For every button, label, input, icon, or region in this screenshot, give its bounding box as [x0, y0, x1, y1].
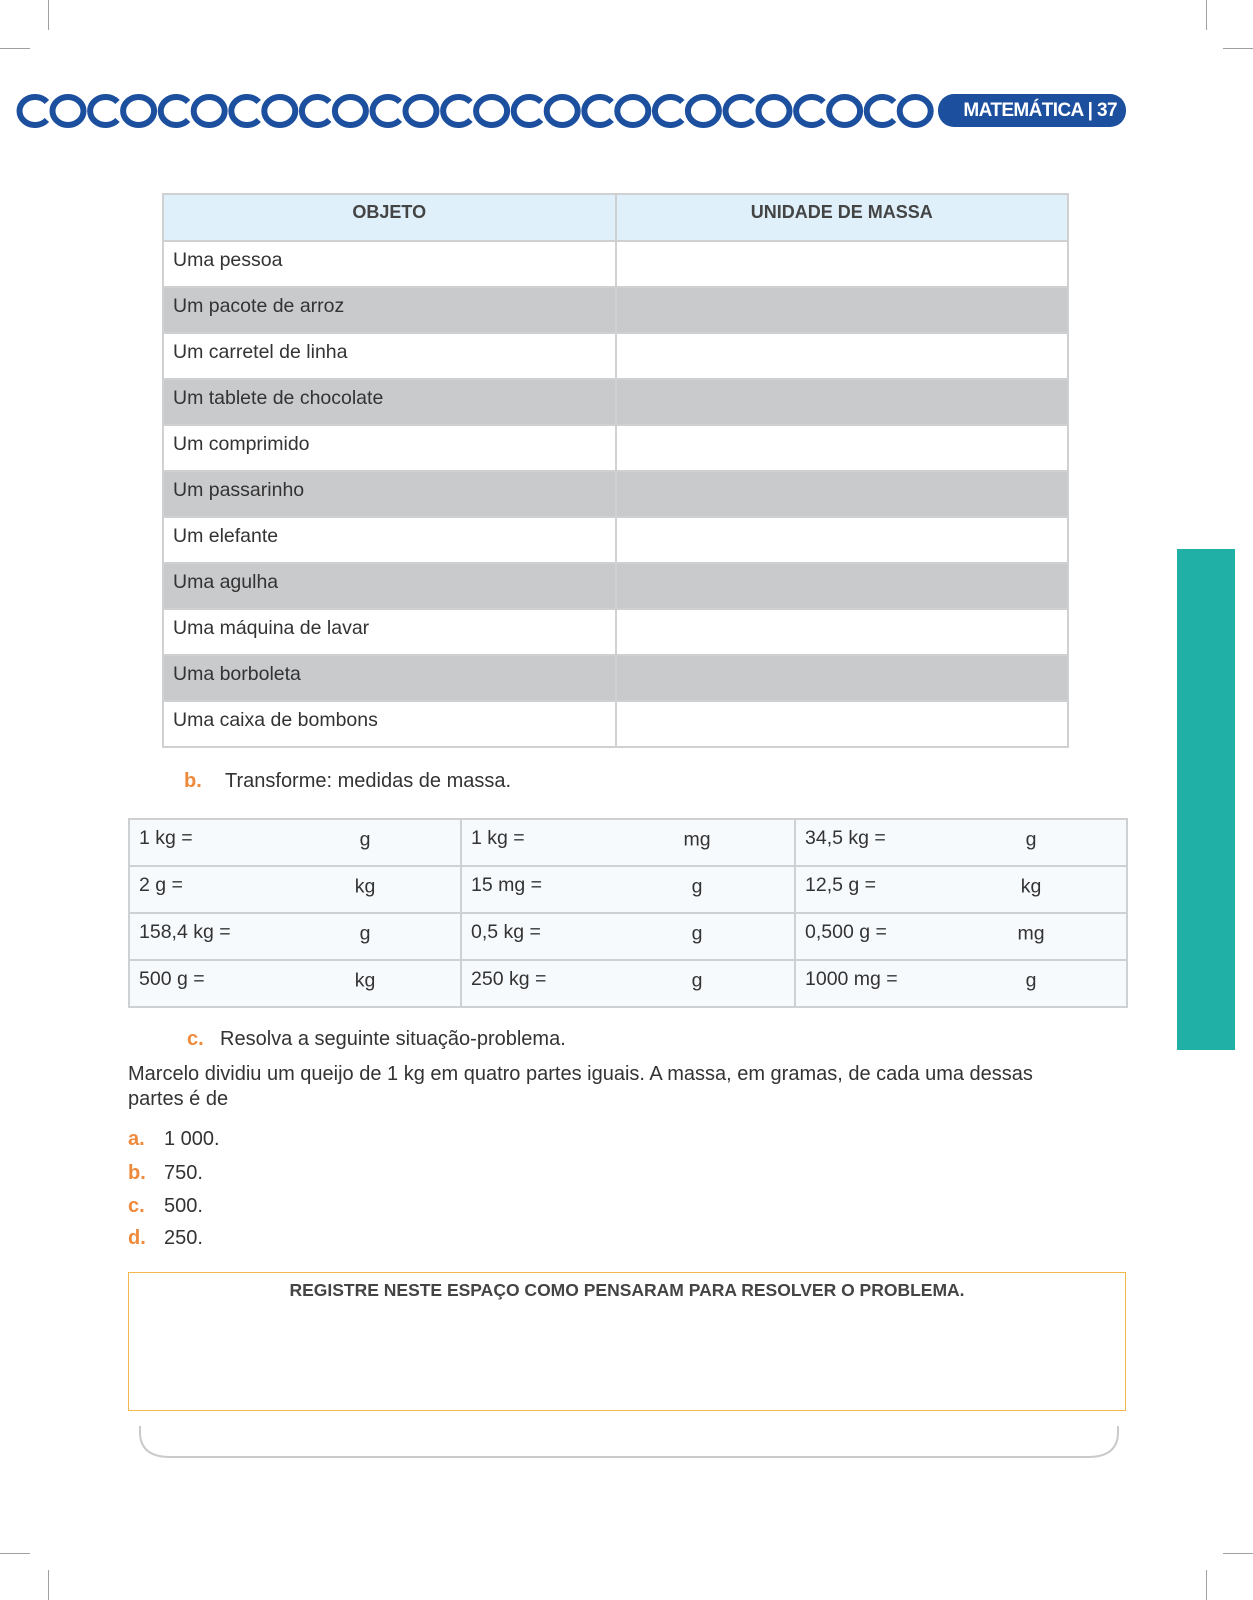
chain-link: [655, 97, 719, 125]
chain-c-shape: [161, 97, 188, 125]
section-text: Transforme: medidas de massa.: [225, 770, 512, 792]
conversion-expression: 1 kg =: [471, 827, 525, 849]
bottom-bracket-decoration: [0, 1420, 1253, 1465]
mass-unit-answer-cell: [616, 609, 1069, 655]
chain-o-shape: [476, 97, 507, 125]
conversion-expression: 1 kg =: [139, 827, 193, 849]
target-unit: g: [691, 922, 703, 945]
crop-mark: [0, 48, 30, 49]
target-unit: kg: [354, 875, 376, 898]
table-row: [163, 655, 1068, 701]
column-header-objeto: OBJETO: [163, 194, 616, 241]
conversion-expression: 2 g =: [139, 874, 183, 896]
conversion-expression: 1000 mg =: [805, 968, 898, 990]
chain-o-shape: [617, 97, 648, 125]
answer-option: [128, 1195, 203, 1218]
chain-c-shape: [90, 97, 117, 125]
answer-option: [128, 1162, 203, 1185]
subject-page-badge: MATEMÁTICA | 37: [938, 94, 1126, 127]
chain-link: [90, 97, 154, 125]
object-cell: Uma caixa de bombons: [163, 701, 616, 747]
conversion-expression: 12,5 g =: [805, 874, 877, 896]
option-text: 250.: [164, 1227, 203, 1249]
chain-link: [161, 97, 225, 125]
object-cell: Um elefante: [163, 517, 616, 563]
chain-o-shape: [406, 97, 437, 125]
object-cell: Um comprimido: [163, 425, 616, 471]
chain-c-shape: [443, 97, 470, 125]
option-letter: b.: [128, 1162, 146, 1184]
chain-c-shape: [20, 97, 47, 125]
section-letter: b.: [184, 770, 202, 792]
mass-unit-table: [162, 193, 1069, 748]
section-c-heading: [187, 1028, 566, 1051]
option-text: 750.: [164, 1162, 203, 1184]
chain-o-shape: [547, 97, 578, 125]
conversion-cell: [795, 819, 1127, 866]
chain-o-shape: [123, 97, 154, 125]
chain-link: [302, 97, 366, 125]
target-unit: kg: [1020, 875, 1042, 898]
problem-statement: Marcelo dividiu um queijo de 1 kg em quatro partes iguais. A massa, em gramas, de cada uma dessas partes é de: [128, 1063, 1033, 1110]
object-cell: Um tablete de chocolate: [163, 379, 616, 425]
mass-unit-answer-cell: [616, 517, 1069, 563]
chain-o-shape: [759, 97, 790, 125]
object-cell: Uma pessoa: [163, 241, 616, 287]
chain-c-shape: [302, 97, 329, 125]
chain-c-shape: [514, 97, 541, 125]
conversion-cell: [795, 913, 1127, 960]
conversion-table: [128, 818, 1128, 1008]
chain-o-shape: [335, 97, 366, 125]
target-unit: g: [359, 922, 371, 945]
bracket-line: [140, 1426, 1118, 1457]
chain-link: [373, 97, 437, 125]
conversion-cell: [461, 960, 795, 1007]
conversion-cell: [461, 866, 795, 913]
table-row: [163, 425, 1068, 471]
option-text: 500.: [164, 1195, 203, 1217]
target-unit: kg: [354, 969, 376, 992]
object-cell: Um pacote de arroz: [163, 287, 616, 333]
conversion-expression: 0,500 g =: [805, 921, 887, 943]
object-cell: Uma agulha: [163, 563, 616, 609]
chain-o-shape: [264, 97, 295, 125]
chain-link: [443, 97, 507, 125]
conversion-cell: [461, 819, 795, 866]
mass-unit-answer-cell: [616, 563, 1069, 609]
object-cell: Um carretel de linha: [163, 333, 616, 379]
target-unit: g: [1025, 828, 1037, 851]
chain-c-shape: [584, 97, 611, 125]
mass-unit-answer-cell: [616, 471, 1069, 517]
chain-link: [867, 97, 931, 125]
conversion-cell: [129, 866, 461, 913]
chain-c-shape: [867, 97, 894, 125]
conversion-expression: 34,5 kg =: [805, 827, 886, 849]
table-row: [163, 701, 1068, 747]
conversion-expression: 500 g =: [139, 968, 205, 990]
object-cell: Uma máquina de lavar: [163, 609, 616, 655]
table-row: [163, 241, 1068, 287]
conversion-expression: 250 kg =: [471, 968, 547, 990]
table-row: [163, 287, 1068, 333]
table-row: [163, 563, 1068, 609]
crop-mark: [1223, 48, 1253, 49]
chain-o-shape: [688, 97, 719, 125]
chain-c-shape: [726, 97, 753, 125]
conversion-expression: 0,5 kg =: [471, 921, 541, 943]
crop-mark: [1206, 1570, 1207, 1600]
answer-option: [128, 1227, 203, 1250]
target-unit: mg: [1017, 922, 1045, 945]
target-unit: g: [691, 969, 703, 992]
mass-unit-answer-cell: [616, 425, 1069, 471]
crop-mark: [1223, 1553, 1253, 1554]
section-letter: c.: [187, 1028, 204, 1050]
chain-c-shape: [796, 97, 823, 125]
option-letter: a.: [128, 1128, 145, 1150]
table-row: [129, 819, 1127, 866]
conversion-expression: 158,4 kg =: [139, 921, 231, 943]
column-header-unidade: UNIDADE DE MASSA: [616, 194, 1069, 241]
target-unit: mg: [683, 828, 711, 851]
table-row: [163, 333, 1068, 379]
table-row: [129, 913, 1127, 960]
chain-o-shape: [194, 97, 225, 125]
answer-option: [128, 1128, 220, 1151]
conversion-cell: [129, 960, 461, 1007]
mass-unit-answer-cell: [616, 701, 1069, 747]
answer-box-title: REGISTRE NESTE ESPAÇO COMO PENSARAM PARA RESOLVER O PROBLEMA.: [289, 1280, 965, 1300]
chain-link: [796, 97, 860, 125]
conversion-cell: [129, 913, 461, 960]
mass-unit-answer-cell: [616, 333, 1069, 379]
chain-link: [726, 97, 790, 125]
option-letter: c.: [128, 1195, 145, 1217]
mass-unit-answer-cell: [616, 287, 1069, 333]
table-row: [163, 379, 1068, 425]
mass-unit-answer-cell: [616, 379, 1069, 425]
chain-c-shape: [231, 97, 258, 125]
table-row: [163, 517, 1068, 563]
chain-o-shape: [900, 97, 931, 125]
crop-mark: [48, 0, 49, 30]
mass-unit-answer-cell: [616, 241, 1069, 287]
side-tab-marker: [1177, 549, 1235, 1050]
table-row: [129, 960, 1127, 1007]
conversion-cell: [795, 960, 1127, 1007]
section-b-heading: [184, 770, 511, 793]
chain-link: [231, 97, 295, 125]
section-text: Resolva a seguinte situação-problema.: [220, 1028, 566, 1050]
crop-mark: [48, 1570, 49, 1600]
target-unit: g: [359, 828, 371, 851]
chain-c-shape: [655, 97, 682, 125]
chain-link: [584, 97, 648, 125]
conversion-cell: [461, 913, 795, 960]
object-cell: Uma borboleta: [163, 655, 616, 701]
table-row: [163, 609, 1068, 655]
chain-o-shape: [829, 97, 860, 125]
conversion-cell: [129, 819, 461, 866]
conversion-cell: [795, 866, 1127, 913]
chain-link: [20, 97, 84, 125]
crop-mark: [1206, 0, 1207, 30]
conversion-expression: 15 mg =: [471, 874, 543, 896]
chain-border-icon: [0, 88, 940, 134]
table-header-row: [163, 194, 1068, 241]
mass-unit-answer-cell: [616, 655, 1069, 701]
table-row: [163, 471, 1068, 517]
option-text: 1 000.: [164, 1128, 220, 1150]
table-row: [129, 866, 1127, 913]
chain-link: [514, 97, 578, 125]
chain-c-shape: [373, 97, 400, 125]
object-cell: Um passarinho: [163, 471, 616, 517]
target-unit: g: [691, 875, 703, 898]
chain-o-shape: [53, 97, 84, 125]
option-letter: d.: [128, 1227, 146, 1249]
target-unit: g: [1025, 969, 1037, 992]
answer-writing-box: [128, 1272, 1126, 1411]
crop-mark: [0, 1553, 30, 1554]
